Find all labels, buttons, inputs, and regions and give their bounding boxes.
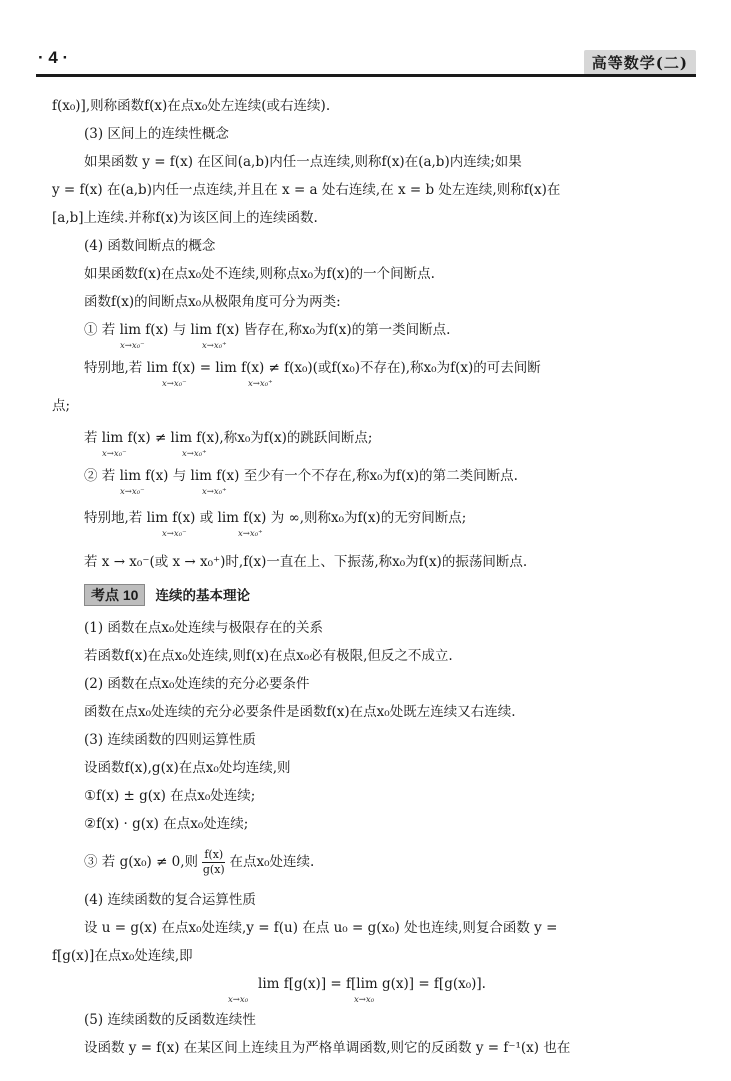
text-segment: ③ 若 g(x₀) ≠ 0,则 <box>84 854 199 870</box>
limit-subscript: x→x₀⁻ <box>162 529 187 539</box>
fraction-denominator: g(x) <box>202 863 225 876</box>
text-line: y = f(x) 在(a,b)内任一点连续,并且在 x = a 处右连续,在 x = b 处左连续,则称f(x)在 <box>52 182 561 198</box>
book-title: 高等数学(二) <box>584 50 696 75</box>
subsection-heading: (4) 连续函数的复合运算性质 <box>84 892 256 908</box>
text-line: 点; <box>52 398 71 414</box>
header-rule <box>36 74 696 77</box>
limit-subscript: x→x₀⁺ <box>182 449 207 459</box>
text-line: 特别地,若 lim f(x) = lim f(x) ≠ f(x₀)(或f(x₀)不存在),称x₀为f(x)的可去间断 <box>84 360 541 376</box>
limit-subscript: x→x₀⁻ <box>102 449 127 459</box>
limit-subscript: x→x₀⁺ <box>202 487 227 497</box>
limit-subscript: x→x₀⁻ <box>120 341 145 351</box>
text-line: 若 x → x₀⁻(或 x → x₀⁺)时,f(x)一直在上、下振荡,称x₀为f(x)的振荡间断点. <box>84 554 528 570</box>
text-line: 函数f(x)的间断点x₀从极限角度可分为两类: <box>84 294 341 310</box>
text-line: f[g(x)]在点x₀处连续,即 <box>52 948 193 964</box>
kaodian-label: 考点 10 <box>84 584 145 606</box>
text-line: ① 若 lim f(x) 与 lim f(x) 皆存在,称x₀为f(x)的第一类间断点. <box>84 322 451 338</box>
limit-subscript: x→x₀⁺ <box>202 341 227 351</box>
text-line: 特别地,若 lim f(x) 或 lim f(x) 为 ∞,则称x₀为f(x)的无穷间断点; <box>84 510 467 526</box>
fraction-line <box>84 842 692 882</box>
text-segment: 在点x₀处连续. <box>229 854 315 870</box>
text-line: 如果函数 y = f(x) 在区间(a,b)内任一点连续,则称f(x)在(a,b)内连续;如果 <box>84 154 522 170</box>
text-line: f(x₀)],则称函数f(x)在点x₀处左连续(或右连续). <box>52 98 331 114</box>
subsection-heading: (5) 连续函数的反函数连续性 <box>84 1012 256 1028</box>
fraction <box>202 848 225 877</box>
limit-subscript: x→x₀⁻ <box>120 487 145 497</box>
limit-subscript: x→x₀⁺ <box>238 529 263 539</box>
limit-subscript: x→x₀ <box>228 995 249 1005</box>
kaodian-title: 连续的基本理论 <box>155 588 250 603</box>
text-line: ②f(x) · g(x) 在点x₀处连续; <box>84 816 249 832</box>
text-line: 设函数f(x),g(x)在点x₀处均连续,则 <box>84 760 291 776</box>
fraction-numerator: f(x) <box>204 848 224 861</box>
limit-subscript: x→x₀⁻ <box>162 379 187 389</box>
limit-subscript: x→x₀⁺ <box>248 379 273 389</box>
page-number: · 4 · <box>38 48 69 67</box>
subsection-heading: (3) 连续函数的四则运算性质 <box>84 732 256 748</box>
formula-line: lim f[g(x)] = f[lim g(x)] = f[g(x₀)]. <box>258 976 486 992</box>
subsection-heading: (4) 函数间断点的概念 <box>84 238 216 254</box>
text-line: 函数在点x₀处连续的充分必要条件是函数f(x)在点x₀处既左连续又右连续. <box>84 704 516 720</box>
kaodian-heading <box>84 584 692 606</box>
text-line: 若 lim f(x) ≠ lim f(x),称x₀为f(x)的跳跃间断点; <box>84 430 373 446</box>
limit-subscript: x→x₀ <box>354 995 375 1005</box>
subsection-heading: (1) 函数在点x₀处连续与极限存在的关系 <box>84 620 323 636</box>
text-line: ② 若 lim f(x) 与 lim f(x) 至少有一个不存在,称x₀为f(x)的第二类间断点. <box>84 468 518 484</box>
text-line: 若函数f(x)在点x₀处连续,则f(x)在点x₀必有极限,但反之不成立. <box>84 648 453 664</box>
page-header <box>36 40 696 76</box>
text-line: ①f(x) ± g(x) 在点x₀处连续; <box>84 788 256 804</box>
subsection-heading: (2) 函数在点x₀处连续的充分必要条件 <box>84 676 310 692</box>
text-line: 设函数 y = f(x) 在某区间上连续且为严格单调函数,则它的反函数 y = f⁻¹(x) 也在 <box>84 1040 571 1056</box>
subsection-heading: (3) 区间上的连续性概念 <box>84 126 229 142</box>
text-line: [a,b]上连续.并称f(x)为该区间上的连续函数. <box>52 210 318 226</box>
text-line: 设 u = g(x) 在点x₀处连续,y = f(u) 在点 u₀ = g(x₀) 处也连续,则复合函数 y = <box>84 920 558 936</box>
text-line: 如果函数f(x)在点x₀处不连续,则称点x₀为f(x)的一个间断点. <box>84 266 435 282</box>
